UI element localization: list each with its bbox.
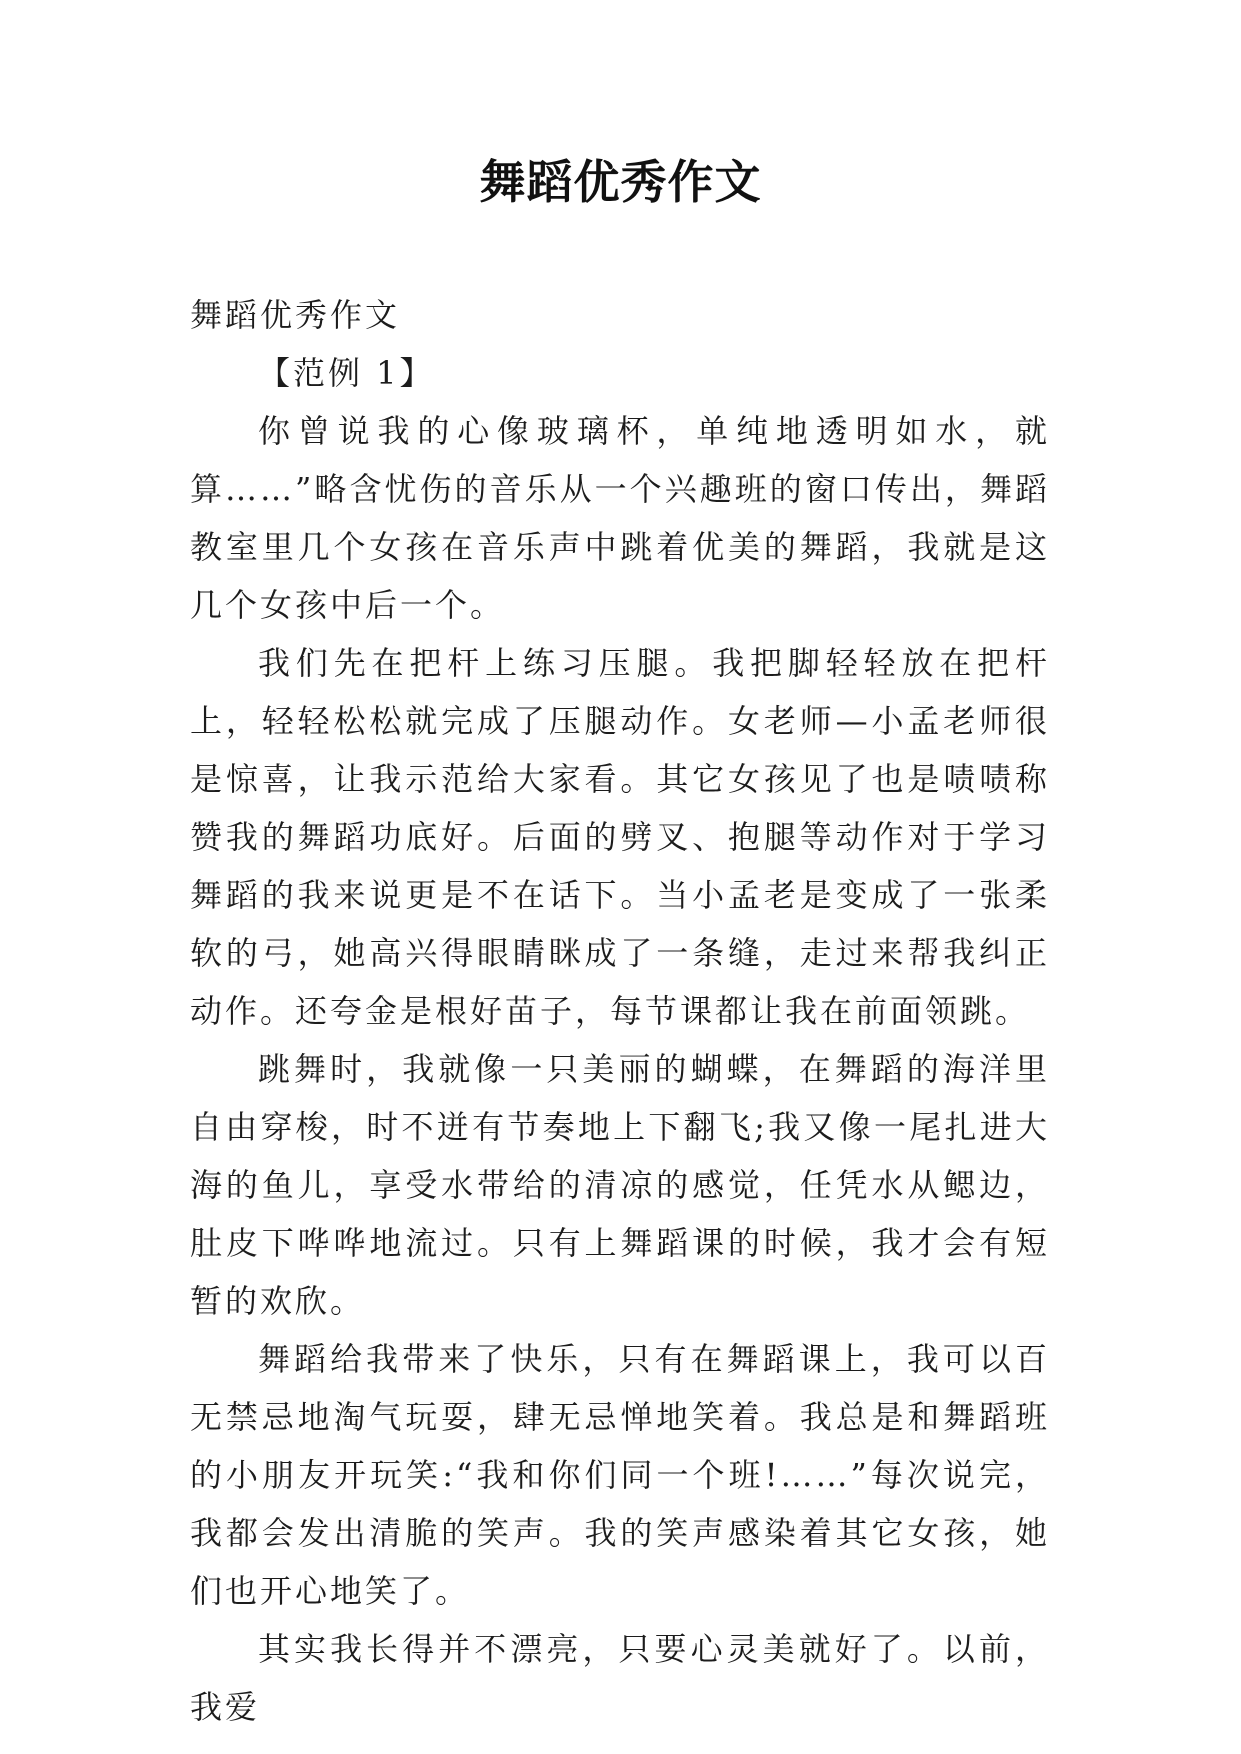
paragraph-2: 我们先在把杆上练习压腿。我把脚轻轻放在把杆上，轻轻松松就完成了压腿动作。女老师—小孟老师很是惊喜，让我示范给大家看。其它女孩见了也是啧啧称赞我的舞蹈功底好。后面的劈叉、抱腿等动作对于学习舞蹈的我来说更是不在话下。当小孟老是变成了一张柔软的弓，她高兴得眼睛眯成了一条缝，走过来帮我纠正动作。还夸金是根好苗子，每节课都让我在前面领跳。 [190,644,1050,1030]
example-label: 【范例 1】 [258,354,435,392]
paragraph-3: 跳舞时，我就像一只美丽的蝴蝶，在舞蹈的海洋里自由穿梭，时不迸有节奏地上下翻飞;我又像一尾扎进大海的鱼儿，享受水带给的清凉的感觉，任凭水从鳃边，肚皮下哗哗地流过。只有上舞蹈课的时候，我才会有短暂的欢欣。 [190,1050,1050,1320]
paragraph-1: 你曾说我的心像玻璃杯，单纯地透明如水，就算……”略含忧伤的音乐从一个兴趣班的窗口传出，舞蹈教室里几个女孩在音乐声中跳着优美的舞蹈，我就是这几个女孩中后一个。 [190,412,1050,624]
document-title: 舞蹈优秀作文 [479,155,762,209]
paragraph-4: 舞蹈给我带来了快乐，只有在舞蹈课上，我可以百无禁忌地淘气玩耍，肆无忌惮地笑着。我总是和舞蹈班的小朋友开玩笑:“我和你们同一个班!……”每次说完，我都会发出清脆的笑声。我的笑声感染着其它女孩，她们也开心地笑了。 [190,1340,1050,1610]
document-subtitle: 舞蹈优秀作文 [190,296,401,334]
paragraph-5: 其实我长得并不漂亮，只要心灵美就好了。以前，我爱 [190,1630,1050,1726]
document-body [190,286,1050,1736]
